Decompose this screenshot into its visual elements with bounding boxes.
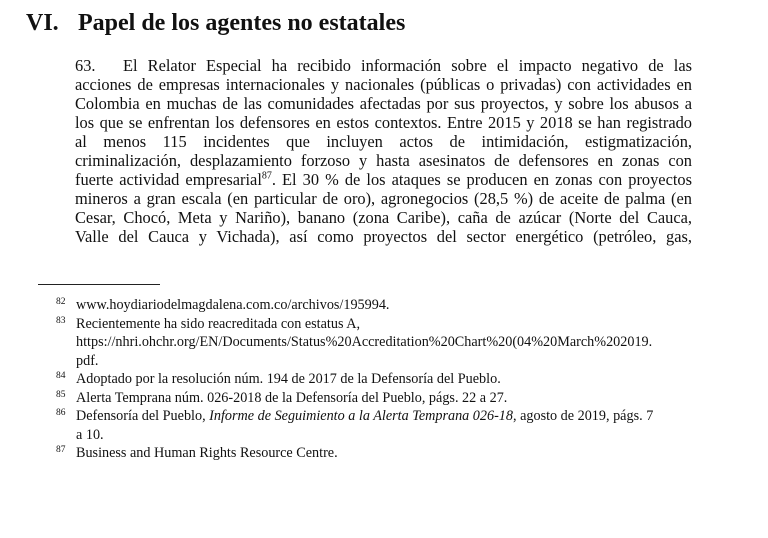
footnote-85 [56, 389, 706, 408]
footnote-number: 83 [56, 315, 66, 326]
footnote-87 [56, 444, 706, 463]
footnote-ref-87[interactable]: 87 [261, 170, 272, 182]
paragraph-line: criminalización, desplazamiento forzoso y hasta asesinatos de defensores en zonas con [75, 151, 692, 170]
paragraph-line: Cesar, Chocó, Meta y Nariño), banano (zona Caribe), caña de azúcar (Norte del Cauca, [75, 208, 692, 227]
footnote-link[interactable]: https://nhri.ohchr.org/EN/Documents/Status%20Accreditation%20Chart%20(04%20March%202019. [76, 334, 653, 350]
footnote-82 [56, 296, 706, 315]
footnote-link[interactable]: www.hoydiariodelmagdalena.com.co/archivos/195994. [76, 297, 390, 313]
paragraph-line: fuerte actividad empresarial$^{87}$. El 30 % de los ataques se producen en zonas con proyectos [75, 170, 692, 189]
paragraph-number: 63. [75, 56, 96, 75]
footnote-number: 85 [56, 389, 66, 400]
section-heading [26, 8, 405, 38]
paragraph-63 [75, 56, 692, 246]
paragraph-line: los que se enfrentan los defensores en estos contextos. Entre 2015 y 2018 se han registrado [75, 113, 692, 132]
footnote-86 [56, 407, 706, 444]
paragraph-line: Colombia en muchas de las comunidades afectadas por sus proyectos, y sobre los abusos a [75, 94, 692, 113]
footnote-text: Business and Human Rights Resource Centre. [76, 445, 338, 461]
paragraph-line: 63. El Relator Especial ha recibido información sobre el impacto negativo de las [75, 56, 692, 75]
paragraph-line: Valle del Cauca y Vichada), así como proyectos del sector energético (petróleo, gas, [75, 227, 692, 246]
paragraph-line: acciones de empresas internacionales y nacionales (públicas o privadas) con actividades en [75, 75, 692, 94]
footnote-number: 82 [56, 297, 66, 307]
footnote-83 [56, 315, 706, 371]
footnotes [56, 296, 706, 463]
footnote-link-cont[interactable]: pdf. [76, 352, 99, 369]
report-title: Informe de Seguimiento a la Alerta Temprana 026-18 [209, 408, 513, 424]
footnote-number: 84 [56, 371, 66, 381]
section-title: Papel de los agentes no estatales [78, 10, 406, 36]
footnote-separator [38, 284, 160, 285]
footnote-text: Alerta Temprana núm. 026-2018 de la Defensoría del Pueblo, págs. 22 a 27. [76, 389, 508, 406]
paragraph-line: al menos 115 incidentes que incluyen actos de intimidación, estigmatización, [75, 132, 692, 151]
footnote-84 [56, 370, 706, 389]
paragraph-line: mineros a gran escala (en particular de oro), agronegocios (28,5 %) de aceite de palma (en [75, 189, 692, 208]
footnote-text-cont: a 10. [76, 426, 104, 443]
section-number: VI. [26, 10, 59, 36]
footnote-number: 87 [56, 445, 66, 455]
footnote-text: Adoptado por la resolución núm. 194 de 2017 de la Defensoría del Pueblo. [76, 371, 501, 387]
footnote-text: Defensoría del Pueblo, Informe de Seguimiento a la Alerta Temprana 026-18, agosto de 2019, págs. 7 [76, 408, 654, 424]
footnote-number: 86 [56, 408, 66, 418]
footnote-text: Recientemente ha sido reacreditada con estatus A, [76, 315, 361, 332]
